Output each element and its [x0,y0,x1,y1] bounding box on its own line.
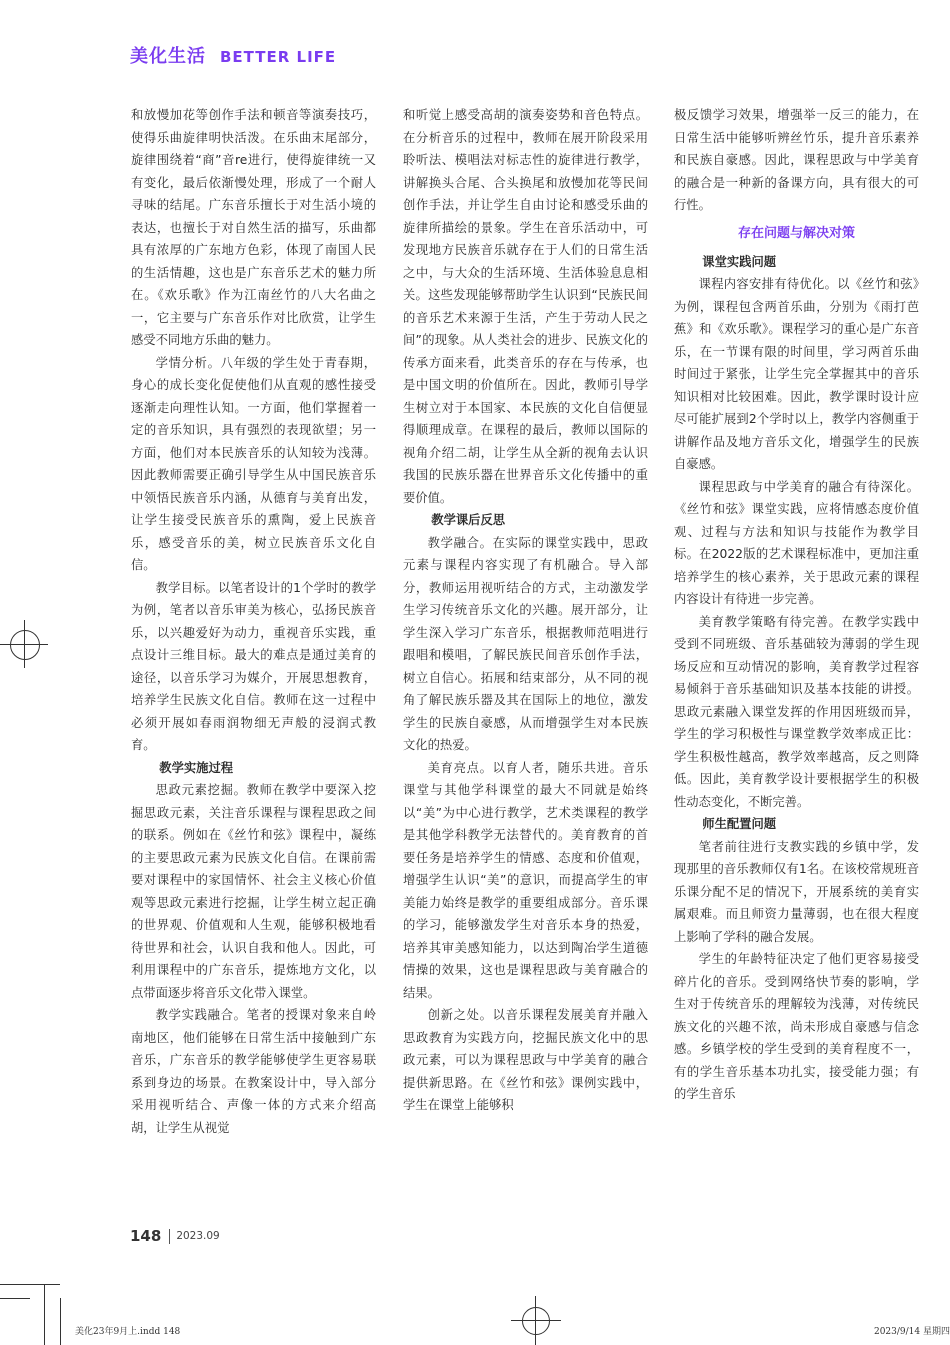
crop-mark [0,1284,60,1285]
page-number: 148 [130,1227,162,1245]
crop-mark [44,1284,45,1345]
article-column-2 [403,104,648,1117]
paragraph: 学情分析。八年级的学生处于青春期，身心的成长变化促使他们从直观的感性接受逐渐走向理性认知。一方面，他们掌握着一定的音乐知识，具有强烈的表现欲望；另一方面，他们对本民族音乐的认知较为浅薄。因此教师需要正确引导学生从中国民族音乐中领悟民族音乐内涵，从德育与美育出发，让学生接受民族音乐的熏陶，爱上民族音乐，感受音乐的美，树立民族音乐文化自信。 [131,355,376,572]
paragraph: 教学目标。以笔者设计的1个学时的教学为例，笔者以音乐审美为核心，弘扬民族音乐，以兴趣爱好为动力，重视音乐实践，重点设计三维目标。最大的难点是通过美育的途径，以音乐学习为媒介，开展思想教育，培养学生民族文化自信。教师在这一过程中必须开展如春雨润物细无声般的浸润式教育。 [131,580,376,752]
subsection-heading: 教学课后反思 [431,513,506,527]
registration-mark-bottom [511,1296,561,1345]
crop-mark [0,1298,30,1299]
article-column-3 [674,104,919,1106]
issue-date: 2023.09 [176,1230,220,1242]
paragraph: 创新之处。以音乐课程发展美育并融入思政教育为实践方向，挖掘民族文化中的思政元素，可以为课程思政与中学美育的融合提供新思路。在《丝竹和弦》课例实践中，学生在课堂上能够积 [403,1008,648,1112]
magazine-title-cn: 美化生活 [130,46,206,67]
page-footer [130,1227,220,1245]
paragraph: 教学融合。在实际的课堂实践中，思政元素与课程内容实现了有机融合。导入部分，教师运用视听结合的方式，主动激发学生学习传统音乐文化的兴趣。展开部分，让学生深入学习广东音乐，根据教师范唱进行跟唱和模唱，了解民族民间音乐创作手法，树立自信心。拓展和结束部分，从不同的视角了解民族乐器及其在国际上的地位，激发学生的民族自豪感，从而增强学生对本民族文化的热爱。 [403,535,648,752]
paragraph: 笔者前往进行支教实践的乡镇中学，发现那里的音乐教师仅有1名。在该校常规班音乐课分配不足的情况下，开展系统的美育实属艰难。而且师资力量薄弱，也在很大程度上影响了学科的融合发展。 [674,839,919,944]
subsection-heading: 师生配置问题 [702,817,777,831]
subsection-heading: 课堂实践问题 [702,254,777,269]
article-column-1 [131,104,376,1139]
paragraph: 和放慢加花等创作手法和顿音等演奏技巧，使得乐曲旋律明快活泼。在乐曲末尾部分，旋律围绕着“商”音re进行，使得旋律统一又有变化，最后依渐慢处理，形成了一个耐人寻味的结尾。广东音乐擅长于对生活小境的表达，也擅长于对自然生活的描写，乐曲都具有浓厚的广东地方色彩，体现了南国人民的生活情趣，这也是广东音乐艺术的魅力所在。《欢乐歌》作为江南丝竹的八大名曲之一，它主要与广东音乐作对比欣赏，让学生感受不同地方乐曲的魅力。 [131,108,376,347]
magazine-title-en: BETTER LIFE [220,48,337,66]
subsection-heading: 教学实施过程 [159,760,234,775]
section-heading: 存在问题与解决对策 [737,225,855,241]
paragraph: 课程内容安排有待优化。以《丝竹和弦》为例，课程包含两首乐曲，分别为《雨打芭蕉》和《欢乐歌》。课程学习的重心是广东音乐，在一节课有限的时间里，学习两首乐曲时间过于紧张，让学生完全掌握其中的音乐知识相对比较困难。因此，教学课时设计应尽可能扩展到2个学时以上，教学内容侧重于讲解作品及地方音乐文化，增强学生的民族自豪感。 [674,277,919,471]
page-header [130,42,336,72]
registration-mark-left [0,620,50,670]
paragraph: 课程思政与中学美育的融合有待深化。《丝竹和弦》课堂实践，应将情感态度价值观、过程与方法和知识与技能作为教学目标。在2022版的艺术课程标准中，更加注重培养学生的核心素养，关于思政元素的课程内容设计有待进一步完善。 [674,479,919,606]
paragraph: 和听觉上感受高胡的演奏姿势和音色特点。在分析音乐的过程中，教师在展开阶段采用聆听法、模唱法对标志性的旋律进行教学，讲解换头合尾、合头换尾和放慢加花等民间创作手法，并让学生自由讨论和感受乐曲的旋律所描绘的景象。学生在音乐活动中，可发现地方民族音乐就存在于人们的日常生活之中，与大众的生活环境、生活体验息息相关。这些发现能够帮助学生认识到“民族民间的音乐艺术来源于生活，产生于劳动人民之间”的现象。从人类社会的进步、民族文化的传承方面来看，此类音乐的存在与传承，也是中国文明的价值所在。因此，教师引导学生树立对于本国家、本民族的文化自信便显得顺理成章。在课程的最后，教师以国际的视角介绍二胡，让学生从全新的视角去认识我国的民族乐器在世界音乐文化传播中的重要价值。 [403,108,648,505]
paragraph: 极反馈学习效果，增强举一反三的能力，在日常生活中能够听辨丝竹乐，提升音乐素养和民族自豪感。因此，课程思政与中学美育的融合是一种新的备课方向，具有很大的可行性。 [674,108,919,212]
footer-divider [169,1229,170,1244]
paragraph: 学生的年龄特征决定了他们更容易接受碎片化的音乐。受到网络快节奏的影响，学生对于传统音乐的理解较为浅薄，对传统民族文化的兴趣不浓，尚未形成自豪感与信念感。乡镇学校的学生受到的美育程度不一，有的学生音乐基本功扎实，接受能力强；有的学生音乐 [674,952,919,1101]
paragraph: 思政元素挖掘。教师在教学中要深入挖掘思政元素，关注音乐课程与课程思政之间的联系。例如在《丝竹和弦》课程中，凝练的主要思政元素为民族文化自信。在课前需要对课程中的家国情怀、社会主义核心价值观等思政元素进行挖掘，让学生树立起正确的世界观、价值观和人生观，能够积极地看待世界和社会，认识自我和他人。因此，可利用课程中的广东音乐，提炼地方文化，以点带面逐步将音乐文化带入课堂。 [131,783,376,1000]
paragraph: 美育亮点。以育人者，随乐共进。音乐课堂与其他学科课堂的最大不同就是始终以“美”为中心进行教学，艺术类课程的教学是其他学科教学无法替代的。美育教育的首要任务是培养学生的情感、态度和价值观，增强学生认识“美”的意识，而提高学生的审美能力始终是教学的重要组成部分。音乐课的学习，能够激发学生对音乐本身的热爱，培养其审美感知能力，以达到陶冶学生道德情操的效果，这也是课程思政与美育融合的结果。 [403,760,648,1000]
paragraph: 美育教学策略有待完善。在教学实践中受到不同班级、音乐基础较为薄弱的学生现场反应和互动情况的影响，美育教学过程容易倾斜于音乐基础知识及基本技能的讲授。思政元素融入课堂发挥的作用因班级而异，学生的学习积极性与课堂教学效率成正比：学生积极性越高，教学效率越高，反之则降低。因此，美育教学设计要根据学生的积极性动态变化，不断完善。 [674,614,919,809]
paragraph: 教学实践融合。笔者的授课对象来自岭南地区，他们能够在日常生活中接触到广东音乐，广东音乐的教学能够使学生更容易联系到身边的场景。在教案设计中，导入部分采用视听结合、声像一体的方式来介绍高胡，让学生从视觉 [131,1008,376,1135]
crop-mark [60,1298,61,1345]
print-slug-left: 美化23年9月上.indd 148 [75,1327,181,1337]
print-slug-right: 2023/9/14 星期四 [873,1327,950,1337]
